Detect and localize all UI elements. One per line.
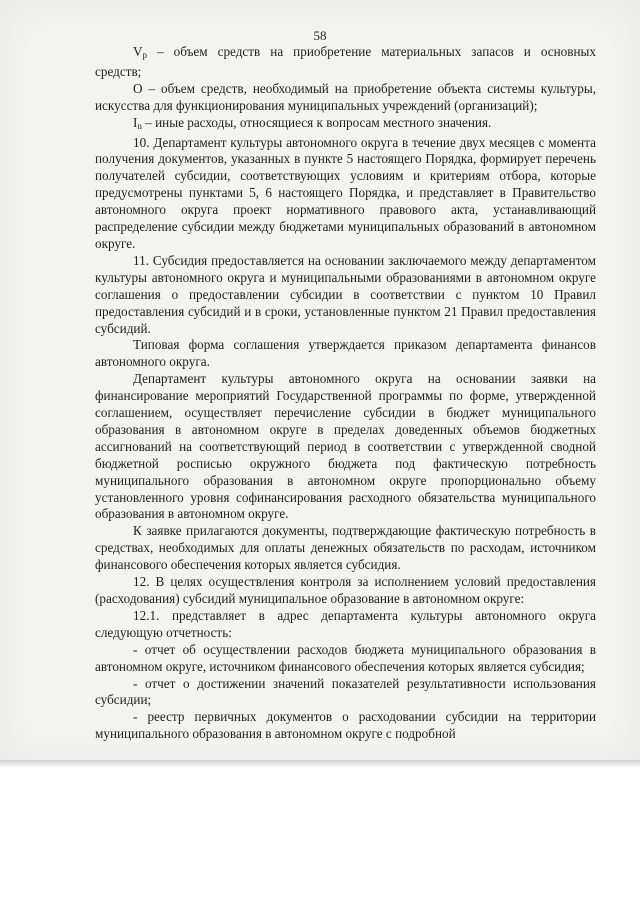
bullet-performance-report: - отчет о достижении значений показателей результативности использования субсидии; [95,675,596,708]
bullet-register: - реестр первичных документов о расходовании субсидии на территории муниципального образования в автономном округе с подробной [95,709,596,742]
bullet-expense-report: - отчет об осуществлении расходов бюджета муниципального образования в автономном округе, источником финансового обеспечения которых является субсидия; [95,641,596,674]
paragraph-in: $I_n$ – иные расходы, относящиеся к вопросам местного значения. [133,114,492,131]
paragraph-12-1: 12.1. представляет в адрес департамента культуры автономного округа следующую отчетность: [95,607,596,640]
paragraph-11-attachments: К заявке прилагаются документы, подтверждающие фактическую потребность в средствах, необходимых для оплаты денежных обязательств по расходам, источником финансового обеспечения которых является субсидия. [95,523,596,573]
paragraph-o: О – объем средств, необходимый на приобретение объекта системы культуры, искусства для функционирования муниципальных учреждений (организаций); [95,80,596,113]
paragraph-11: 11. Субсидия предоставляется на основании заключаемого между департаментом культуры автономного округа и муниципальными образованиями в автономном округе соглашения о предоставлении субсидии в соответствии с пунктом 10 Правил предоставления субсидий и в сроки, установленные пунктом 21 Правил предоставления субсидий. [95,252,596,336]
paragraph-11-financing: Департамент культуры автономного округа на основании заявки на финансирование мероприятий Государственной программы по форме, утвержденной соглашением, осуществляет перечисление субсидии в бюджет муниципального образования в автономном округе в пределах доведенных объемов бюджетных ассигнований на соответствующий период в соответствии с утвержденной сводной бюджетной росписью окружного бюджета под фактическую потребность муниципального образования в автономном округе пропорционально объему установленного уровня софинансирования расходного обязательства муниципального образования в автономном округе. [95,371,596,522]
page-number: 58 [313,28,327,43]
scan-edge [0,760,640,768]
paragraph-10: 10. Департамент культуры автономного округа в течение двух месяцев с момента получения документов, указанных в пункте 5 настоящего Порядка, формирует перечень получателей субсидии, соответствующих условиям и критериям отбора, которые предусмотрены пунктами 5, 6 настоящего Порядка, и представляет в Правительство автономного округа проект нормативного правового акта, устанавливающий распределение субсидии между бюджетами муниципальных образований в автономном округе. [95,134,596,251]
paragraph-vp: $V_p$ – объем средств на приобретение материальных запасов и основных средств; [95,44,596,79]
paragraph-12: 12. В целях осуществления контроля за исполнением условий предоставления (расходования) субсидий муниципальное образование в автономном округе: [95,574,596,606]
document-body [95,44,596,743]
paragraph-11-form: Типовая форма соглашения утверждается приказом департамента финансов автономного округа. [95,337,596,370]
